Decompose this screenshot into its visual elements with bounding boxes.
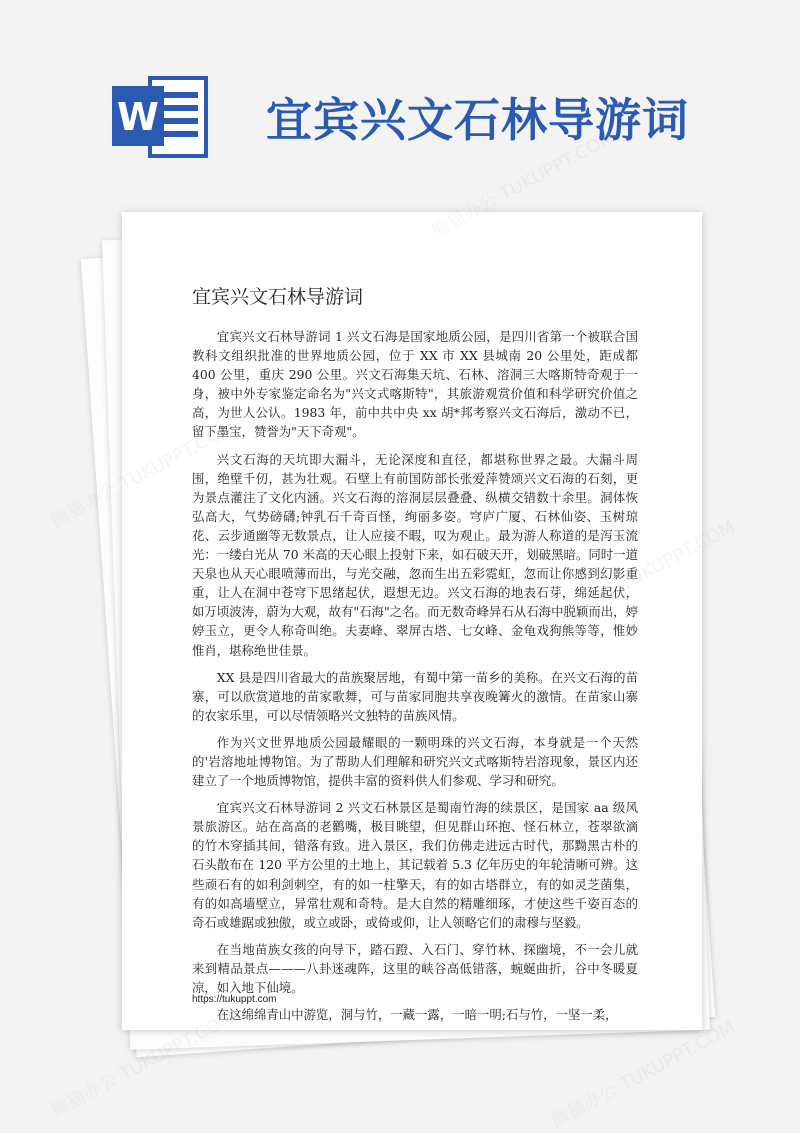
paragraph-6: 在当地苗族女孩的向导下，踏石蹬、入石门、穿竹林、探幽境，不一会儿就来到精品景点———八卦迷魂阵，这里的峡谷高低错落，蜿蜒曲折，谷中冬暖夏凉，如入地下仙境。 bbox=[192, 941, 638, 995]
paragraph-5: 宜宾兴文石林导游词 2 兴文石林景区是蜀南竹海的续景区，是国家 aa 级风景旅游区。站在高高的老鹳嘴，极目眺望，但见群山环抱、怪石林立，苍翠欲滴的竹木穿插其间，错落有致。进入景区，我们仿佛走进远古时代，那黝黑古朴的石头散布在 120 平方公里的土地上，其记载着 5.3 亿年历史的年轮清晰可辨。这些顽石有的如利剑刺空，有的如一柱擎天，有的如古塔群立，有的如灵芝菌集，有的如高墙壁立，异常壮观和奇特。是大自然的精雕细琢，才使这些千姿百态的奇石或雄踞或独傲，或立或卧，或倚或仰，让人领略它们的肃穆与坚毅。 bbox=[192, 800, 638, 930]
paragraph-7: 在这绵绵青山中游览，洞与竹，一藏一露，一暗一明;石与竹，一坚一柔， bbox=[216, 1007, 618, 1023]
paragraph-1: 宜宾兴文石林导游词 1 兴文石海是国家地质公园，是四川省第一个被联合国教科文组织批准的世界地质公园，位于 XX 市 XX 县城南 20 公里处，距成都 400 公里，重庆 290 公里。兴文石海集天坑、石林、溶洞三大喀斯特奇观于一身，被中外专家鉴定命名为"兴文式喀斯特"，其旅游观赏价值和科学研究价值之高，为世人公认。1983 年，前中共中央 xx 胡*邦考察兴文石海后，激动不已，留下墨宝，赞誉为"天下奇观"。 bbox=[192, 329, 638, 440]
paragraph-4: 作为兴文世界地质公园最耀眼的一颗明珠的兴文石海，本身就是一个天然的'岩溶地址博物馆。为了帮助人们理解和研究兴文式喀斯特岩溶现象，景区内还建立了一个地质博物馆，提供丰富的资料供人们参观、学习和研究。 bbox=[192, 734, 638, 789]
document-page bbox=[122, 212, 702, 1030]
footer-url: https://tukuppt.com bbox=[192, 994, 277, 1005]
paragraph-2: 兴文石海的天坑即大漏斗，无论深度和直径，都堪称世界之最。大漏斗周围，绝壁千仞，甚为壮观。石壁上有前国防部长张爱萍赞颂兴文石海的石刻，更为景点灌注了文化内涵。兴文石海的溶洞层层叠叠、纵横交错数十余里。洞体恢弘高大，气势磅礴;钟乳石千奇百怪，绚丽多姿。穹庐广厦、石林仙姿、玉树琼花、云步通幽等无数景点，让人应接不暇，叹为观止。最为游人称道的是泻玉流光：一缕白光从 70 米高的天心眼上投射下来，如石破天开，划破黑暗。同时一道天泉也从天心眼喷薄而出，与光交融，忽而生出五彩霓虹，忽而让你感到幻影重重，让人在洞中苍穹下思绪起伏，遐想无边。兴文石海的地表石芽，绵延起伏，如万顷波涛，蔚为大观，故有"石海"之名。而无数奇峰异石从石海中脱颖而出，婷婷玉立，更令人称奇叫绝。夫妻峰、翠屏古塔、七女峰、金龟戏狗熊等等，惟妙惟肖，堪称绝世佳景。 bbox=[192, 451, 638, 658]
watermark: 熊猫办公 TUKUPPT.COM bbox=[47, 1006, 239, 1122]
watermark: 熊猫办公 TUKUPPT.COM bbox=[427, 126, 619, 242]
word-icon-letter: W bbox=[117, 95, 159, 139]
header bbox=[0, 0, 800, 200]
document-body bbox=[192, 327, 638, 1030]
paragraph-3: XX 县是四川省最大的苗族聚居地，有蜀中第一苗乡的美称。在兴文石海的苗寨，可以欣赏道地的苗家歌舞，可与苗家同胞共享夜晚篝火的激情。在苗家山寨的农家乐里，可以尽情领略兴文独特的苗族风情。 bbox=[192, 669, 638, 723]
word-document-icon bbox=[110, 72, 215, 162]
page-title: 宜宾兴文石林导游词 bbox=[266, 93, 689, 147]
watermark: 熊猫办公 TUKUPPT.COM bbox=[547, 1016, 739, 1132]
watermark: 熊猫办公 bbox=[47, 479, 122, 532]
document-title: 宜宾兴文石林导游词 bbox=[192, 286, 364, 308]
